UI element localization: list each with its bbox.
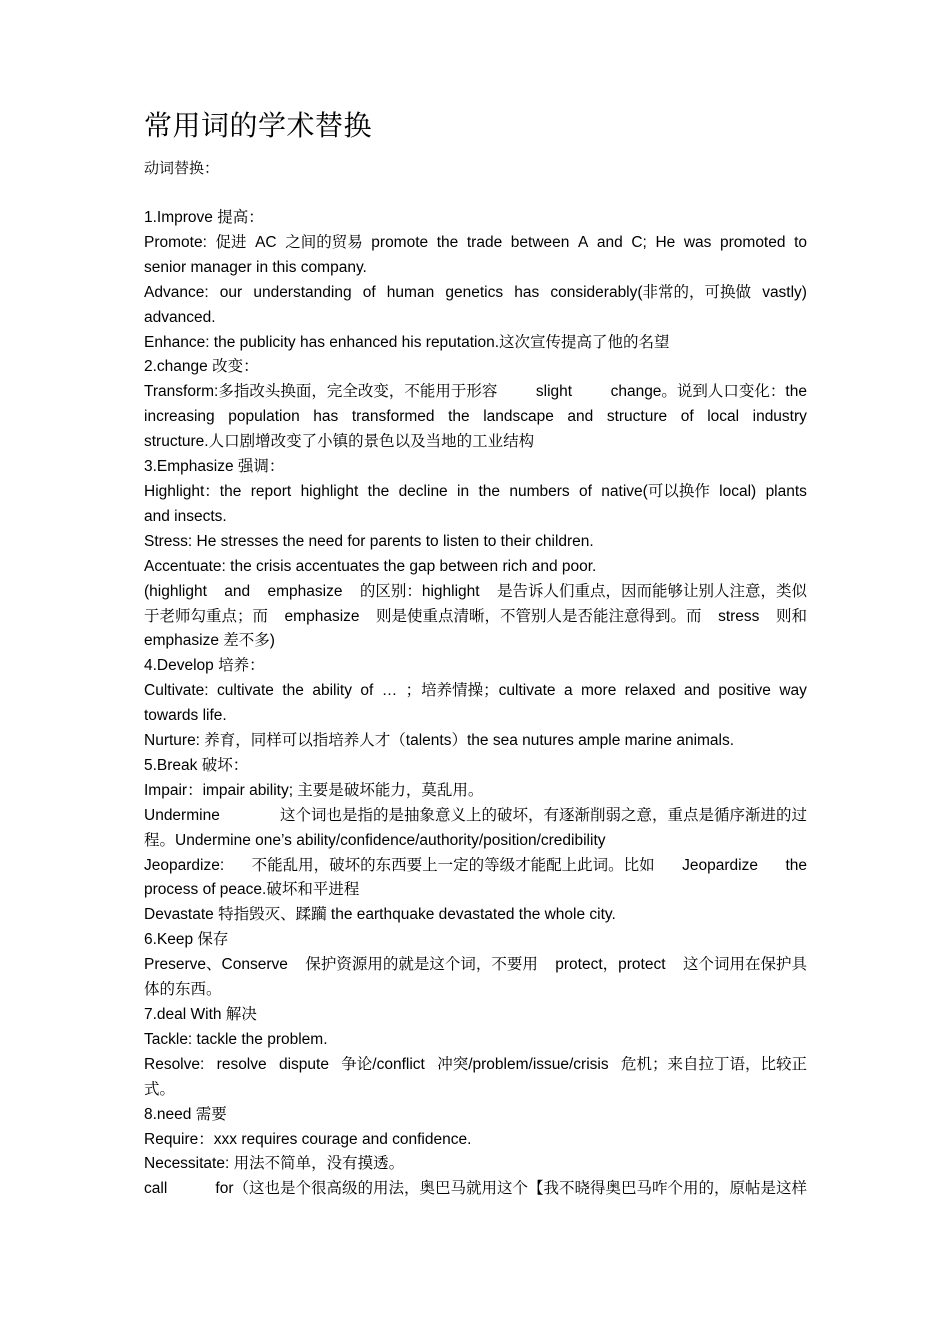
word: highlight (300, 482, 359, 500)
body-line: and insects. (144, 507, 227, 525)
body-line (144, 405, 807, 430)
body-line: emphasize 差不多) (144, 632, 275, 650)
item-heading: 5.Break 破坏： (144, 756, 249, 774)
word: local) (719, 482, 757, 500)
body-line: Necessitate: 用法不简单，没有摸透。 (144, 1155, 405, 1173)
word: the (478, 482, 501, 500)
body-line: advanced. (144, 308, 216, 326)
word: call (144, 1180, 168, 1198)
word: Cultivate: (144, 682, 209, 700)
word: more (581, 682, 617, 700)
word: genetics (445, 283, 504, 301)
word: the (367, 482, 390, 500)
word: Advance: (144, 283, 209, 301)
word: 之间的贸易 (285, 233, 363, 251)
word: A (577, 233, 589, 251)
word: 危机；来自拉丁语，比较正 (620, 1055, 807, 1073)
word: cultivate (217, 682, 274, 700)
body-line: Nurture: 养育，同样可以指培养人才（talents）the sea nutures ample marine animals. (144, 732, 735, 750)
body-line: 体的东西。 (144, 981, 222, 999)
word: promoted (720, 233, 786, 251)
word: promote (371, 233, 429, 251)
word: 的区别：highlight (359, 582, 480, 600)
word: understanding (253, 283, 352, 301)
word: 则是使重点清晰，不管别人是否能注意得到。而 (376, 607, 702, 625)
item-heading: 8.need 需要 (144, 1105, 227, 1123)
word: plants (765, 482, 807, 500)
body-line (144, 1177, 807, 1202)
word: of (362, 283, 376, 301)
word: in (457, 482, 470, 500)
word: landscape (483, 408, 554, 426)
word: considerably(非常的，可换做 (550, 283, 752, 301)
word: a (563, 682, 573, 700)
word: 保护资源用的就是这个词，不要用 (305, 956, 538, 974)
body-line: 程。Undermine one’s ability/confidence/authority/position/credibility (144, 831, 606, 849)
word: change。说到人口变化：the (610, 383, 807, 401)
word: decline (398, 482, 448, 500)
body-line: towards life. (144, 707, 227, 725)
word: was (683, 233, 712, 251)
word: Undermine (144, 806, 220, 824)
word: local (707, 408, 740, 426)
word: 则和 (775, 607, 807, 625)
word: (highlight (144, 582, 207, 600)
word: Transform:多指改头换面，完全改变，不能用于形容 (144, 383, 498, 401)
body-line (144, 580, 807, 605)
item-heading: 1.Improve 提高： (144, 209, 264, 226)
word: and (567, 408, 594, 426)
body-line: Enhance: the publicity has enhanced his reputation.这次宣传提高了他的名望 (144, 333, 670, 351)
word: 是告诉人们重点，因而能够让别人注意，类似 (496, 582, 807, 600)
body-line (144, 380, 807, 405)
section-heading: 动词替换： (144, 159, 220, 177)
word: the (785, 856, 807, 874)
word: 不能乱用，破坏的东西要上一定的等级才能配上此词。比如 (251, 856, 655, 874)
item-heading: 6.Keep 保存 (144, 931, 229, 949)
body-line: Stress: He stresses the need for parents to listen to their children. (144, 532, 594, 550)
word: 于老师勾重点；而 (144, 607, 269, 625)
word: resolve (216, 1055, 267, 1073)
word: for（这也是个很高级的用法，奥巴马就用这个【我不晓得奥巴马咋个用的，原帖是这样 (215, 1180, 807, 1198)
word: numbers (509, 482, 570, 500)
document-body (144, 206, 807, 1202)
word: 冲突/problem/issue/crisis (437, 1055, 609, 1073)
body-line (144, 281, 807, 306)
body-line: Impair：impair ability; 主要是破坏能力，莫乱用。 (144, 781, 484, 799)
body-line: 式。 (144, 1080, 176, 1098)
body-line (144, 1053, 807, 1078)
body-line (144, 804, 807, 829)
word: emphasize (267, 582, 343, 600)
word: of (360, 682, 374, 700)
body-line: Require：xxx requires courage and confidence. (144, 1130, 472, 1148)
word: population (228, 408, 300, 426)
word: native(可以换作 (601, 482, 710, 500)
word: Highlight：the (144, 482, 242, 500)
word: human (386, 283, 435, 301)
word: … (381, 682, 398, 700)
item-heading: 3.Emphasize 强调： (144, 458, 285, 476)
word: of (579, 482, 592, 500)
body-line: Accentuate: the crisis accentuates the gap between rich and poor. (144, 557, 597, 575)
word: and (224, 582, 251, 600)
body-line (144, 953, 807, 978)
word: trade (466, 233, 503, 251)
word: protect，protect (555, 956, 666, 974)
body-line: Tackle: tackle the problem. (144, 1030, 328, 1048)
body-line: Devastate 特指毁灭、蹂躏 the earthquake devastated the whole city. (144, 906, 616, 924)
word: the (282, 682, 304, 700)
document-title: 常用词的学术替换 (144, 109, 373, 142)
word: increasing (144, 408, 215, 426)
word: Resolve: (144, 1055, 205, 1073)
word: positive (718, 682, 771, 700)
word: 促进 (215, 233, 247, 251)
body-line (144, 605, 807, 630)
word: slight (535, 383, 573, 401)
word: has (313, 408, 339, 426)
word: 这个词也是指的是抽象意义上的破坏，有逐渐削弱之意，重点是循序渐进的过 (279, 806, 807, 824)
word: way (779, 682, 807, 700)
word: 这个词用在保护具 (682, 956, 807, 974)
item-heading: 2.change 改变： (144, 358, 259, 376)
body-line (144, 854, 807, 879)
word: ability (312, 682, 352, 700)
body-line: senior manager in this company. (144, 258, 367, 276)
item-heading: 7.deal With 解决 (144, 1006, 257, 1023)
word: dispute (278, 1055, 329, 1073)
word: C; (631, 233, 647, 251)
word: ；培养情操；cultivate (405, 682, 556, 700)
word: has (514, 283, 540, 301)
word: 争论/conflict (341, 1055, 425, 1073)
word: emphasize (284, 607, 360, 625)
word: structure (606, 408, 668, 426)
word: relaxed (624, 682, 676, 700)
word: AC (255, 233, 277, 251)
word: our (219, 283, 243, 301)
word: He (655, 233, 676, 251)
word: industry (752, 408, 807, 426)
word: transformed (351, 408, 435, 426)
word: the (436, 233, 459, 251)
word: between (510, 233, 570, 251)
word: report (250, 482, 292, 500)
body-line (144, 480, 807, 505)
body-line: process of peace.破坏和平进程 (144, 881, 360, 899)
body-line (144, 231, 807, 256)
item-heading: 4.Develop 培养： (144, 657, 265, 675)
word: the (448, 408, 470, 426)
word: Preserve、Conserve (144, 956, 288, 974)
word: Jeopardize: (144, 856, 225, 874)
word: and (596, 233, 623, 251)
word: Jeopardize (682, 856, 758, 874)
word: stress (718, 607, 760, 625)
word: vastly) (762, 283, 807, 301)
word: to (794, 233, 807, 251)
word: Promote: (144, 233, 207, 251)
word: and (684, 682, 710, 700)
word: of (680, 408, 694, 426)
body-line: structure.人口剧增改变了小镇的景色以及当地的工业结构 (144, 433, 535, 451)
body-line (144, 679, 807, 704)
